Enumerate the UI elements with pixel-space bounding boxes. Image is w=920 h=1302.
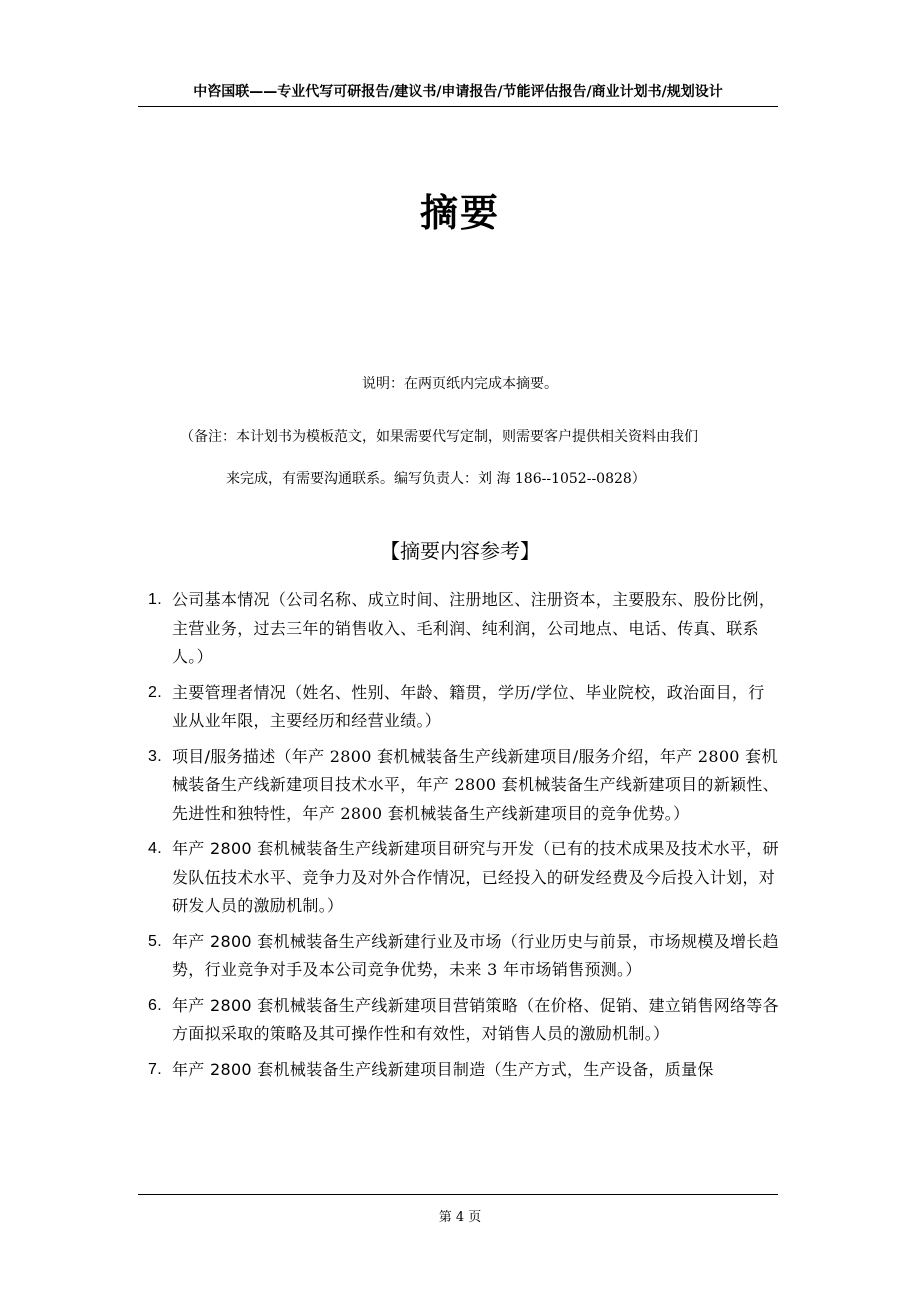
list-item: [148, 1056, 780, 1085]
list-item: [148, 928, 780, 985]
list-item-heading: 年产 2800 套机械装备生产线新建项目研究与开发: [172, 839, 535, 858]
list-item-number: 5.: [148, 932, 162, 950]
note-line-1: （备注：本计划书为模板范文，如果需要代写定制，则需要客户提供相关资料由我们: [180, 429, 698, 445]
list-item-description: （在价格、促销、建立销售网络等各方面拟采取的策略及其可操作性和有效性，对销售人员的激励机制。）: [172, 995, 779, 1043]
document-title: 摘要: [419, 191, 500, 235]
note-line-2: 来完成，有需要沟通联系。编写负责人：刘 海 186--1052--0828）: [226, 471, 646, 487]
footer-divider: [138, 1194, 778, 1195]
list-item-number: 3.: [148, 747, 162, 765]
list-item-number: 7.: [148, 1060, 162, 1078]
summary-reference-list: [148, 586, 780, 1091]
list-item: [148, 743, 780, 829]
list-item: [148, 992, 780, 1049]
list-item-number: 1.: [148, 591, 162, 608]
list-item-description: （行业历史与前景，市场规模及增长趋势，行业竞争对手及本公司竞争优势，未来 3 年市场销售预测。）: [172, 931, 779, 979]
list-item-number: 2.: [148, 683, 162, 701]
section-title: 【摘要内容参考】: [380, 539, 540, 563]
list-item-description: （已有的技术成果及技术水平，研发队伍技术水平、竞争力及对外合作情况，已经投入的研发经费及今后投入计划，对研发人员的激励机制。）: [172, 839, 779, 915]
list-item-description: （公司名称、成立时间、注册地区、注册资本，主要股东、股份比例，主营业务，过去三年的销售收入、毛利润、纯利润，公司地点、电话、传真、联系人。）: [172, 590, 776, 666]
list-item-description: （年产 2800 套机械装备生产线新建项目/服务介绍，年产 2800 套机械装备生产线新建项目技术水平，年产 2800 套机械装备生产线新建项目的新颖性、先进性和独特性，年产 2800 套机械装备生产线新建项目的竞争优势。）: [172, 746, 779, 823]
header-divider: [138, 106, 778, 107]
list-item-number: 4.: [148, 840, 162, 857]
list-item: [148, 835, 780, 921]
list-item-heading: 年产 2800 套机械装备生产线新建行业及市场: [172, 931, 502, 951]
list-item-heading: 项目/服务描述: [172, 746, 276, 766]
list-item-description: （生产方式，生产设备，质量保: [485, 1059, 714, 1079]
list-item: [148, 586, 780, 672]
list-item-number: 6.: [148, 996, 162, 1014]
list-item-heading: 公司基本情况: [172, 590, 270, 609]
list-item-heading: 主要管理者情况: [172, 682, 287, 702]
page-header: 中咨国联——专业代写可研报告/建议书/申请报告/节能评估报告/商业计划书/规划设计: [193, 84, 723, 100]
list-item-description: （姓名、性别、年龄、籍贯，学历/学位、毕业院校，政治面目，行业从业年限，主要经历和经营业绩。）: [172, 682, 765, 730]
list-item-heading: 年产 2800 套机械装备生产线新建项目营销策略: [172, 995, 519, 1015]
list-item-heading: 年产 2800 套机械装备生产线新建项目制造: [172, 1059, 486, 1079]
page-number: 第 4 页: [438, 1210, 482, 1225]
instruction-text: 说明：在两页纸内完成本摘要。: [362, 376, 558, 392]
list-item: [148, 679, 780, 736]
